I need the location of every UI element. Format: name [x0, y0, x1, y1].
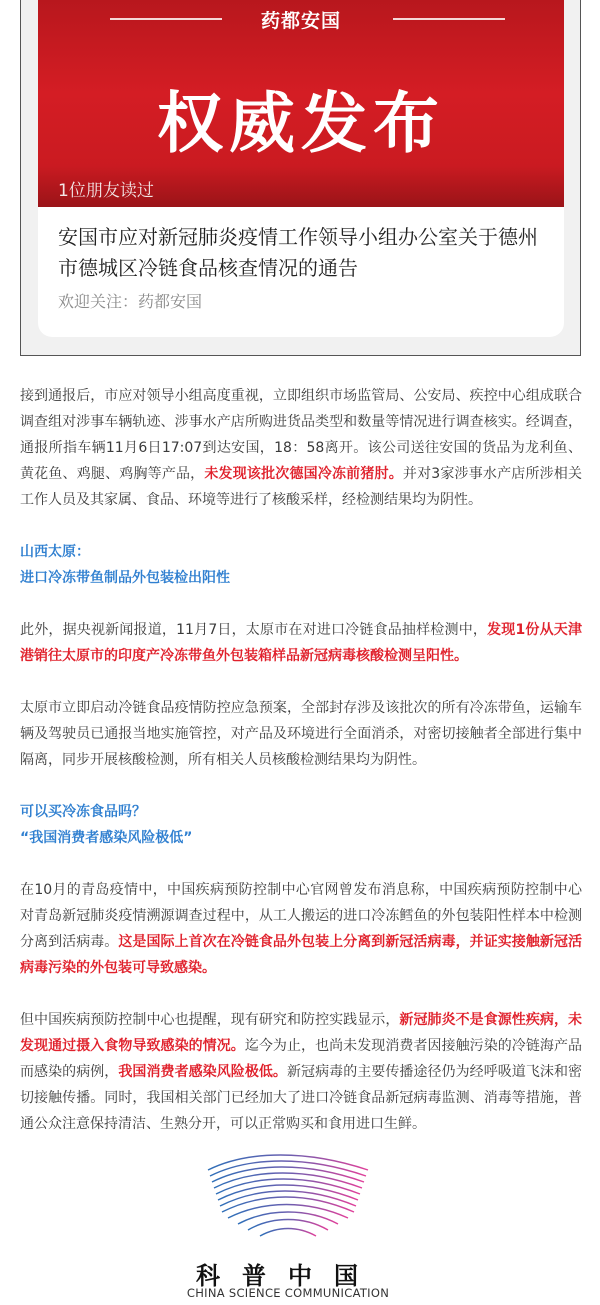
brand-row [38, 6, 564, 32]
p1-text-b: 并对3家涉事水产店所涉相关工作人员及其家属、食品、环境等进行了核酸采样，经检测结果均为阴性。 [20, 466, 582, 508]
paragraph-4 [20, 877, 582, 981]
section-title-line1: 山西太原： [20, 544, 90, 560]
logo-wave-mark [168, 1140, 408, 1260]
p4-highlight: 这是国际上首次在冷链食品外包装上分离到新冠活病毒，并证实接触新冠活病毒污染的外包装可导致感染。 [20, 934, 582, 976]
section-title-line1: 可以买冷冻食品吗？ [20, 804, 146, 820]
card-follow-hint: 欢迎关注：药都安国 [58, 292, 203, 311]
p1-text-a: 接到通报后，市应对领导小组高度重视，立即组织市场监管局、公安局、疾控中心组成联合调查组对涉事车辆轨迹、涉事水产店所购进货品类型和数量等情况进行调查核实。经调查，通报所指车辆11月6日17:07到达安国，18：58离开。该公司送往安国的货品为龙利鱼、黄花鱼、鸡腿、鸡胸等产品， [20, 388, 582, 482]
p5-text-b: 迄今为止，也尚未发现消费者因接触污染的冷链海产品而感染的病例， [20, 1038, 583, 1080]
paragraph-1 [20, 383, 582, 513]
p2-text-a: 此外，据央视新闻报道，11月7日，太原市在对进口冷链食品抽样检测中， [20, 622, 488, 638]
p2-highlight: 发现1份从天津港销往太原市的印度产冷冻带鱼外包装箱样品新冠病毒核酸检测呈阳性。 [20, 622, 582, 664]
section-title-line2: “我国消费者感染风险极低” [20, 830, 193, 846]
p5-highlight-b: 我国消费者感染风险极低。 [118, 1064, 287, 1080]
card-banner [38, 0, 564, 207]
logo-english-name: CHINA SCIENCE COMMUNICATION [186, 1286, 390, 1300]
paragraph-3: 太原市立即启动冷链食品疫情防控应急预案，全部封存涉及该批次的所有冷冻带鱼，运输车辆及驾驶员已通报当地实施管控，对产品及环境进行全面消杀，对密切接触者全部进行集中隔离，同步开展核酸检测，所有相关人员核酸检测结果均为阴性。 [20, 700, 582, 768]
card-title[interactable]: 安国市应对新冠肺炎疫情工作领导小组办公室关于德州市德城区冷链食品核查情况的通告 [58, 225, 538, 280]
china-science-communication-logo [168, 1140, 408, 1300]
section-title-taiyuan [20, 539, 582, 591]
paragraph-2 [20, 617, 582, 669]
readers-bar [38, 165, 564, 207]
banner-headline: 权威发布 [157, 85, 445, 162]
section-title-line2: 进口冷冻带鱼制品外包装检出阳性 [20, 570, 230, 586]
logo-chinese-name: 科普中国 [196, 1262, 380, 1290]
p5-text-a: 但中国疾病预防控制中心也提醒，现有研究和防控实践显示， [20, 1012, 400, 1028]
paragraph-5 [20, 1007, 582, 1137]
friends-read-count: 1位朋友读过 [58, 181, 154, 201]
article-link-card[interactable] [38, 0, 564, 337]
section-title-frozen-food [20, 799, 582, 851]
article-card-frame [20, 0, 581, 356]
p1-highlight: 未发现该批次德国冷冻前猪肘。 [204, 466, 403, 482]
article-body [20, 383, 582, 1137]
p5-highlight-a: 新冠肺炎不是食源性疾病，未发现通过摄入食物导致感染的情况。 [20, 1012, 583, 1054]
p4-text-a: 在10月的青岛疫情中，中国疾病预防控制中心官网曾发布消息称，中国疾病预防控制中心对青岛新冠肺炎疫情溯源调查过程中，从工人搬运的进口冷冻鳕鱼的外包装阳性样本中检测分离到活病毒。 [20, 882, 582, 950]
brand-name: 药都安国 [260, 10, 341, 32]
p5-text-c: 新冠病毒的主要传播途径仍为经呼吸道飞沫和密切接触传播。同时，我国相关部门已经加大了进口冷链食品新冠病毒监测、消毒等措施，普通公众注意保持清洁、生熟分开，可以正常购买和食用进口生鲜。 [20, 1064, 583, 1132]
brand-divider-right [393, 18, 505, 20]
